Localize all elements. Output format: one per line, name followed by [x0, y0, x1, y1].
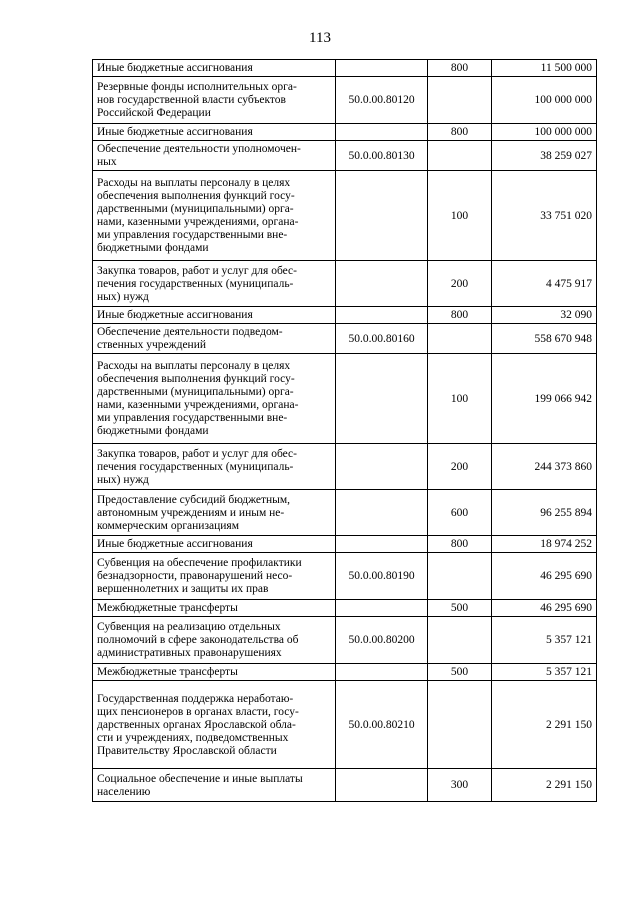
row-kind-cell: 100: [428, 171, 492, 261]
table-row: [93, 536, 597, 553]
row-name-line: Резервные фонды исполнительных орга-: [97, 81, 297, 93]
row-amount-cell: 199 066 942: [492, 354, 597, 444]
table-row: [93, 769, 597, 802]
row-name-line: Социальное обеспечение и иные выплаты: [97, 772, 303, 785]
table-row: [93, 617, 597, 664]
row-code-cell: [336, 171, 428, 261]
row-code-cell: [336, 307, 428, 324]
row-code-cell: [336, 261, 428, 307]
row-name-cell: [93, 141, 336, 171]
row-name-line: Иные бюджетные ассигнования: [97, 126, 253, 138]
row-name-cell: [93, 617, 336, 664]
row-kind-cell: 800: [428, 124, 492, 141]
row-kind-cell: [428, 617, 492, 664]
row-name-line: бюджетными фондами: [97, 425, 209, 437]
row-name-line: дарственными (муниципальными) орга-: [97, 386, 294, 398]
row-name-cell: [93, 681, 336, 769]
row-code-cell: [336, 490, 428, 536]
row-kind-cell: 600: [428, 490, 492, 536]
row-name-line: ми управления государственными вне-: [97, 229, 288, 241]
row-name-line: Обеспечение деятельности подведом-: [97, 326, 283, 338]
row-name-line: полномочий в сфере законодательства об: [97, 634, 299, 646]
row-name-line: щих пенсионеров в органах власти, госу-: [97, 705, 299, 718]
table-row: [93, 124, 597, 141]
row-name-cell: [93, 261, 336, 307]
row-amount-cell: 4 475 917: [492, 261, 597, 307]
row-name-line: ных) нужд: [97, 290, 149, 303]
table-row: [93, 553, 597, 600]
row-name-line: Межбюджетные трансферты: [97, 602, 238, 614]
row-name-line: печения государственных (муниципаль-: [97, 277, 294, 290]
table-row: [93, 60, 597, 77]
row-kind-cell: 100: [428, 354, 492, 444]
row-name-line: Государственная поддержка неработаю-: [97, 692, 294, 705]
row-name-cell: [93, 354, 336, 444]
row-name-cell: [93, 444, 336, 490]
budget-table: [92, 59, 597, 802]
row-name-line: Правительству Ярославской области: [97, 744, 277, 757]
table-row: [93, 444, 597, 490]
row-kind-cell: [428, 553, 492, 600]
row-amount-cell: 11 500 000: [492, 60, 597, 77]
row-name-line: дарственных органах Ярославской обла-: [97, 718, 296, 731]
row-name-line: Расходы на выплаты персоналу в целях: [97, 360, 291, 372]
row-code-cell: [336, 536, 428, 553]
row-name-line: коммерческим организациям: [97, 519, 239, 532]
table-row: [93, 600, 597, 617]
table-row: [93, 354, 597, 444]
row-amount-cell: 46 295 690: [492, 553, 597, 600]
row-name-cell: [93, 124, 336, 141]
row-kind-cell: 200: [428, 261, 492, 307]
row-kind-cell: [428, 77, 492, 124]
row-name-cell: [93, 490, 336, 536]
row-name-line: Субвенция на реализацию отдельных: [97, 621, 281, 633]
row-name-line: нами, казенными учреждениями, органа-: [97, 216, 299, 228]
row-name-line: печения государственных (муниципаль-: [97, 460, 294, 473]
row-name-cell: [93, 307, 336, 324]
table-row: [93, 681, 597, 769]
row-name-line: безнадзорности, правонарушений несо-: [97, 570, 293, 582]
row-name-line: Закупка товаров, работ и услуг для обес-: [97, 264, 297, 277]
row-amount-cell: 38 259 027: [492, 141, 597, 171]
row-amount-cell: 100 000 000: [492, 124, 597, 141]
row-code-cell: [336, 664, 428, 681]
row-kind-cell: 800: [428, 60, 492, 77]
row-code-cell: 50.0.00.80130: [336, 141, 428, 171]
row-name-line: сти и учреждениях, подведомственных: [97, 731, 289, 744]
row-code-cell: [336, 354, 428, 444]
row-kind-cell: [428, 324, 492, 354]
row-name-line: Расходы на выплаты персоналу в целях: [97, 177, 291, 189]
row-code-cell: 50.0.00.80200: [336, 617, 428, 664]
row-amount-cell: 5 357 121: [492, 664, 597, 681]
row-name-line: обеспечения выполнения функций госу-: [97, 373, 295, 385]
row-code-cell: 50.0.00.80190: [336, 553, 428, 600]
row-code-cell: [336, 600, 428, 617]
row-kind-cell: 800: [428, 536, 492, 553]
row-kind-cell: 800: [428, 307, 492, 324]
row-code-cell: 50.0.00.80120: [336, 77, 428, 124]
row-kind-cell: 200: [428, 444, 492, 490]
row-name-cell: [93, 77, 336, 124]
row-name-line: Предоставление субсидий бюджетным,: [97, 493, 291, 506]
row-name-line: ственных учреждений: [97, 339, 207, 351]
row-kind-cell: [428, 141, 492, 171]
row-name-line: Иные бюджетные ассигнования: [97, 62, 253, 74]
row-name-line: ных) нужд: [97, 473, 149, 486]
row-name-line: населению: [97, 785, 151, 798]
row-name-line: обеспечения выполнения функций госу-: [97, 190, 295, 202]
row-name-line: вершеннолетних и защиты их прав: [97, 583, 269, 595]
row-name-line: нов государственной власти субъектов: [97, 94, 286, 106]
row-name-cell: [93, 553, 336, 600]
row-name-line: Иные бюджетные ассигнования: [97, 538, 253, 550]
table-row: [93, 171, 597, 261]
row-amount-cell: 18 974 252: [492, 536, 597, 553]
row-code-cell: 50.0.00.80160: [336, 324, 428, 354]
table-row: [93, 664, 597, 681]
row-amount-cell: 96 255 894: [492, 490, 597, 536]
row-amount-cell: 244 373 860: [492, 444, 597, 490]
row-amount-cell: 46 295 690: [492, 600, 597, 617]
row-kind-cell: 300: [428, 769, 492, 802]
row-name-line: нами, казенными учреждениями, органа-: [97, 399, 299, 411]
table-row: [93, 324, 597, 354]
table-row: [93, 77, 597, 124]
row-name-line: Закупка товаров, работ и услуг для обес-: [97, 447, 297, 460]
row-amount-cell: 32 090: [492, 307, 597, 324]
row-name-line: Иные бюджетные ассигнования: [97, 309, 253, 321]
row-code-cell: [336, 60, 428, 77]
row-name-line: административных правонарушениях: [97, 647, 282, 659]
row-name-line: ных: [97, 156, 117, 168]
row-name-line: дарственными (муниципальными) орга-: [97, 203, 294, 215]
row-name-cell: [93, 664, 336, 681]
row-amount-cell: 33 751 020: [492, 171, 597, 261]
row-name-cell: [93, 324, 336, 354]
row-name-line: Субвенция на обеспечение профилактики: [97, 557, 302, 569]
row-name-line: автономным учреждениям и иным не-: [97, 506, 285, 519]
row-code-cell: [336, 444, 428, 490]
row-amount-cell: 558 670 948: [492, 324, 597, 354]
row-name-cell: [93, 60, 336, 77]
budget-table-body: [93, 60, 597, 802]
row-name-line: Обеспечение деятельности уполномочен-: [97, 143, 301, 155]
row-kind-cell: 500: [428, 600, 492, 617]
row-name-cell: [93, 171, 336, 261]
row-name-line: бюджетными фондами: [97, 242, 209, 254]
row-name-line: Межбюджетные трансферты: [97, 666, 238, 678]
row-name-line: Российской Федерации: [97, 107, 211, 119]
row-kind-cell: 500: [428, 664, 492, 681]
row-code-cell: 50.0.00.80210: [336, 681, 428, 769]
table-row: [93, 307, 597, 324]
row-kind-cell: [428, 681, 492, 769]
row-amount-cell: 2 291 150: [492, 769, 597, 802]
row-amount-cell: 5 357 121: [492, 617, 597, 664]
page-number: 113: [309, 30, 331, 46]
row-amount-cell: 2 291 150: [492, 681, 597, 769]
row-name-cell: [93, 600, 336, 617]
row-code-cell: [336, 769, 428, 802]
row-amount-cell: 100 000 000: [492, 77, 597, 124]
row-code-cell: [336, 124, 428, 141]
row-name-cell: [93, 769, 336, 802]
row-name-line: ми управления государственными вне-: [97, 412, 288, 424]
row-name-cell: [93, 536, 336, 553]
table-row: [93, 490, 597, 536]
table-row: [93, 141, 597, 171]
table-row: [93, 261, 597, 307]
